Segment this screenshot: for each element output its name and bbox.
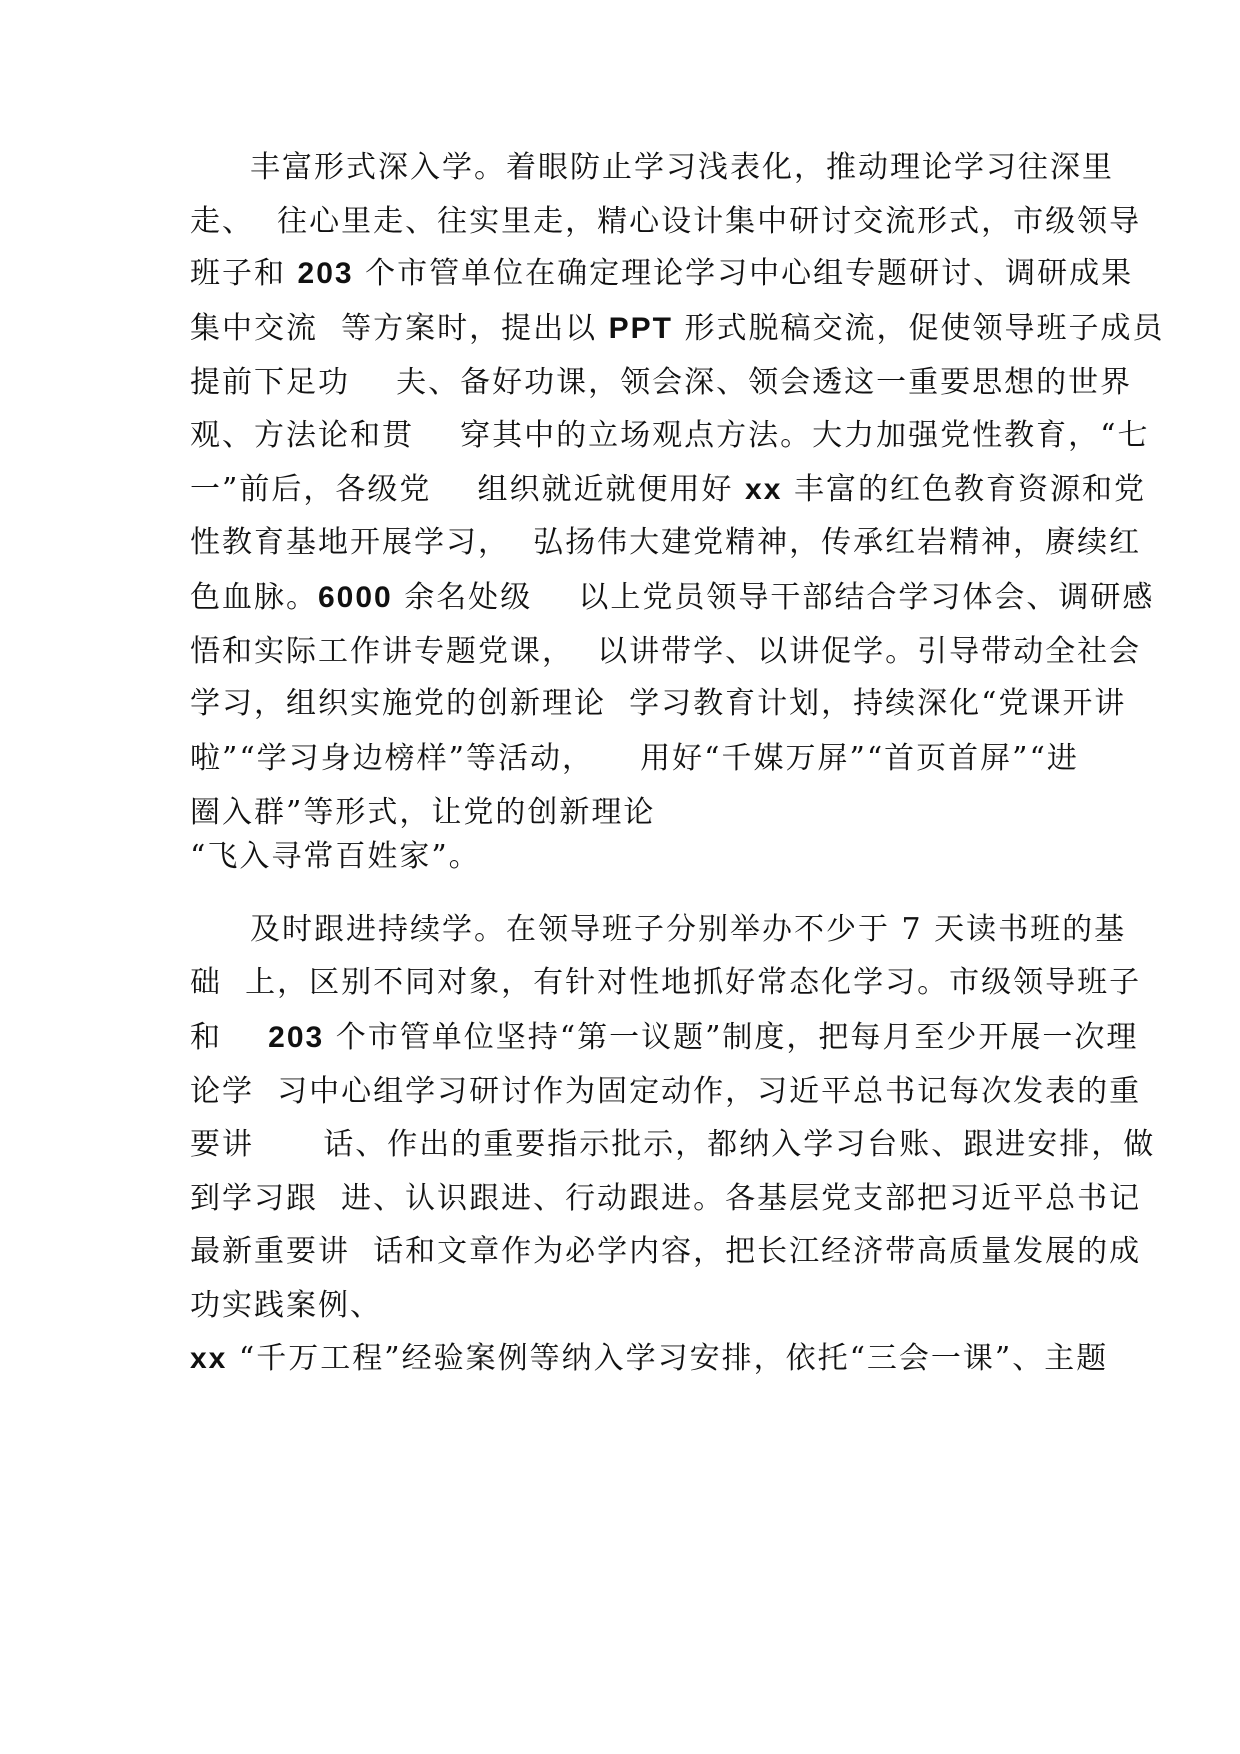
text-line	[190, 254, 1133, 294]
text-span: 础 上，区别不同对象，有针对性地抓好常态化学习。市级领导班子	[190, 965, 1142, 1000]
text-line	[190, 1179, 1141, 1219]
text-span: 色血脉。	[190, 580, 318, 615]
text-line	[190, 1232, 1141, 1272]
text-span: 性教育基地开展学习， 弘扬伟大建党精神，传承红岩精神，赓续红	[190, 525, 1142, 560]
text-line	[190, 837, 481, 877]
text-line	[190, 578, 1154, 618]
text-span: 丰富的红色教育资源和党	[782, 472, 1146, 507]
text-span: 提前下足功 夫、备好功课，领会深、领会透这一重要思想的世界	[190, 365, 1133, 400]
text-span: 和	[190, 1020, 269, 1055]
text-span: 悟和实际工作讲专题党课， 以讲带学、以讲促学。引导带动全社会	[190, 634, 1142, 669]
text-line	[190, 793, 655, 833]
text-span: 个市管单位坚持“第一议题”制度，把每月至少开展一次理	[324, 1020, 1139, 1055]
text-span: 丰富形式深入学。着眼防止学习浅表化，推动理论学习往深里	[250, 150, 1114, 185]
text-line	[190, 1125, 1155, 1165]
text-line	[190, 523, 1141, 563]
text-span: 学习，组织实施党的创新理论 学习教育计划，持续深化“党课开讲	[190, 686, 1127, 721]
place-span: xx	[745, 473, 783, 506]
text-line	[190, 963, 1141, 1003]
text-line	[190, 632, 1141, 672]
text-line	[250, 910, 1126, 950]
text-span: 啦”“学习身边榜样”等活动， 用好“千媒万屏”“首页首屏”“进	[190, 741, 1079, 776]
text-span: 走、 往心里走、往实里走，精心设计集中研讨交流形式，市级领导	[190, 204, 1142, 239]
text-span: 形式脱稿交流，促使领导班子成员	[672, 311, 1165, 346]
text-line	[190, 1072, 1141, 1112]
text-span: 一”前后，各级党 组织就近就便用好	[190, 472, 746, 507]
text-span: 圈入群”等形式，让党的创新理论	[190, 795, 656, 830]
text-span: 及时跟进持续学。在领导班子分别举办不少于 7 天读书班的基	[250, 912, 1127, 947]
text-line	[190, 202, 1141, 242]
text-line	[190, 739, 1079, 779]
text-span: 观、方法论和贯 穿其中的立场观点方法。大力加强党性教育，“七	[190, 418, 1150, 453]
text-span: 个市管单位在确定理论学习中心组专题研讨、调研成果	[353, 256, 1134, 291]
text-line	[190, 1339, 1108, 1379]
text-span: “飞入寻常百姓家”。	[190, 839, 481, 874]
text-span: 余名处级 以上党员领导干部结合学习体会、调研感	[392, 580, 1155, 615]
text-span: 集中交流 等方案时，提出以	[190, 311, 609, 346]
text-line	[190, 416, 1149, 456]
text-span: 班子和	[190, 256, 298, 291]
text-line	[250, 148, 1114, 188]
text-line	[190, 470, 1146, 510]
text-line	[190, 684, 1126, 724]
text-span: 论学 习中心组学习研讨作为固定动作，习近平总书记每次发表的重	[190, 1074, 1142, 1109]
text-line	[190, 363, 1132, 403]
text-span: “千万工程”经验案例等纳入学习安排，依托“三会一课”、主题	[227, 1341, 1109, 1376]
text-span: 到学习跟 进、认识跟进、行动跟进。各基层党支部把习近平总书记	[190, 1181, 1142, 1216]
number-span: 203	[268, 1021, 325, 1054]
number-span: 203	[297, 257, 354, 290]
text-span: 功实践案例、	[190, 1288, 382, 1323]
place-span: xx	[190, 1342, 228, 1375]
ppt-span: PPT	[608, 312, 673, 345]
text-line	[190, 1286, 382, 1326]
text-span: 最新重要讲 话和文章作为必学内容，把长江经济带高质量发展的成	[190, 1234, 1142, 1269]
number-span: 6000	[318, 581, 393, 614]
text-line	[190, 1018, 1138, 1058]
text-line	[190, 309, 1165, 349]
text-span: 要讲 话、作出的重要指示批示，都纳入学习台账、跟进安排，做	[190, 1127, 1156, 1162]
